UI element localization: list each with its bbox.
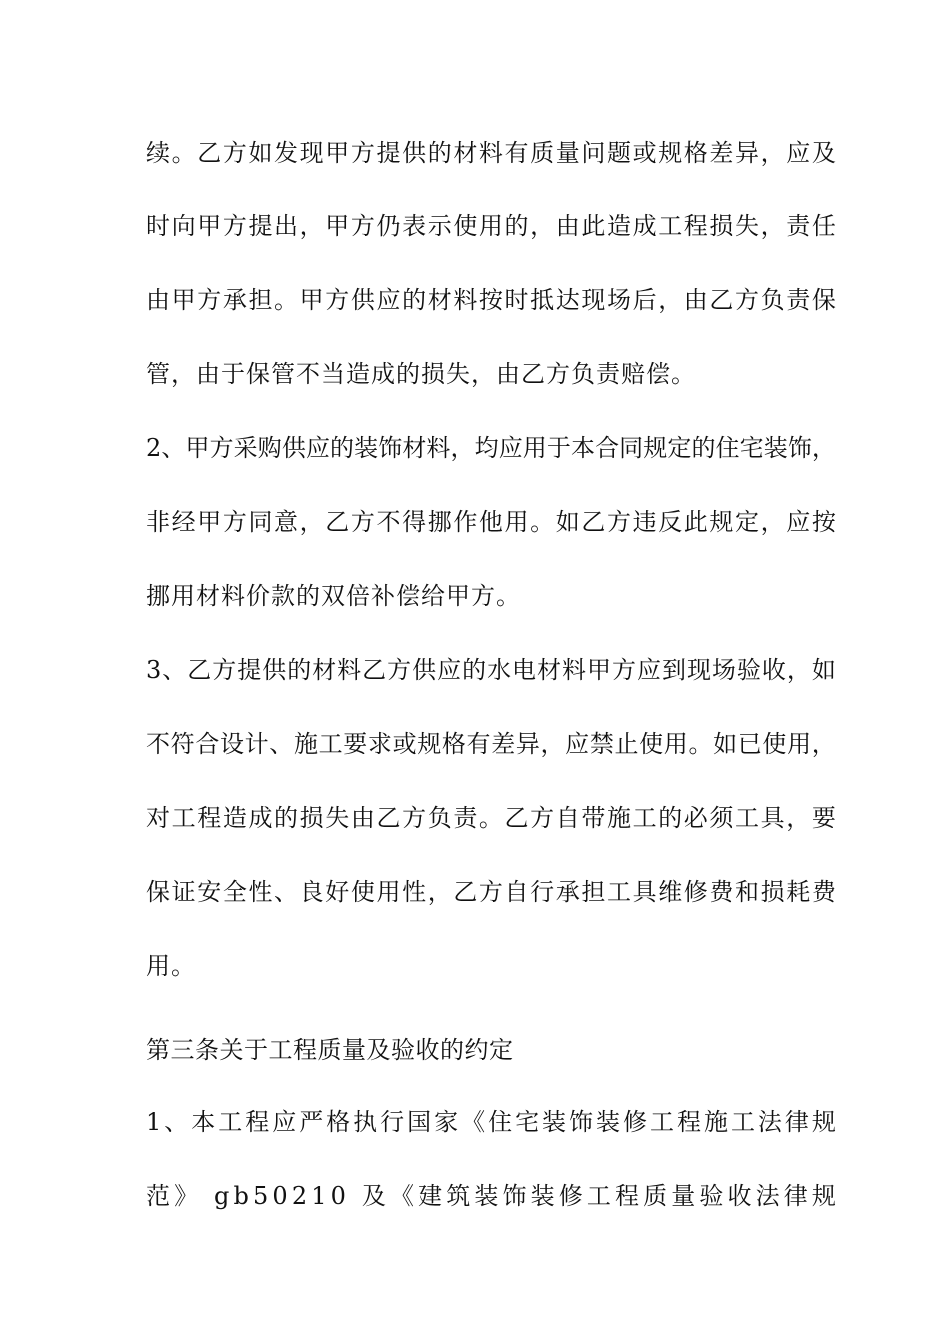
paragraph-line-9: 不 符 合 设 计 、 施 工 要 求 或 规 格 有 差 异 ， 应 禁 止 使 用 。 如 已 使 用 ，: [146, 730, 836, 758]
section-heading: 第三条关于工程质量及验收的约定: [146, 1036, 514, 1064]
paragraph-line-4: 管，由于保管不当造成的损失，由乙方负责赔偿。: [146, 360, 696, 388]
paragraph-line-8: 3 、 乙 方 提 供 的 材 料 乙 方 供 应 的 水 电 材 料 甲 方 应 到 现 场 验 收 ， 如: [146, 656, 836, 684]
paragraph-line-7: 挪用材料价款的双倍补偿给甲方。: [146, 582, 521, 610]
paragraph-line-3: 由 甲 方 承 担 。 甲 方 供 应 的 材 料 按 时 抵 达 现 场 后 ， 由 乙 方 负 责 保: [146, 286, 836, 314]
paragraph-line-1: 续 。 乙 方 如 发 现 甲 方 提 供 的 材 料 有 质 量 问 题 或 规 格 差 异 ， 应 及: [146, 139, 836, 167]
paragraph-line-10: 对 工 程 造 成 的 损 失 由 乙 方 负 责 。 乙 方 自 带 施 工 的 必 须 工 具 ， 要: [146, 804, 836, 832]
paragraph-line-13: 1 、 本 工 程 应 严 格 执 行 国 家 《 住 宅 装 饰 装 修 工 程 施 工 法 律 规: [146, 1108, 836, 1136]
paragraph-line-5: 2 、 甲 方 采 购 供 应 的 装 饰 材 料 ， 均 应 用 于 本 合 同 规 定 的 住 宅 装 饰 ，: [146, 434, 836, 462]
paragraph-line-11: 保 证 安 全 性 、 良 好 使 用 性 ， 乙 方 自 行 承 担 工 具 维 修 费 和 损 耗 费: [146, 878, 836, 906]
paragraph-line-6: 非 经 甲 方 同 意 ， 乙 方 不 得 挪 作 他 用 。 如 乙 方 违 反 此 规 定 ， 应 按: [146, 508, 836, 536]
paragraph-line-12: 用。: [146, 952, 196, 980]
paragraph-line-14: 范 》 g b 5 0 2 1 0 及 《 建 筑 装 饰 装 修 工 程 质 量 验 收 法 律 规: [146, 1182, 836, 1210]
paragraph-line-2: 时 向 甲 方 提 出 ， 甲 方 仍 表 示 使 用 的 ， 由 此 造 成 工 程 损 失 ， 责 任: [146, 212, 836, 240]
